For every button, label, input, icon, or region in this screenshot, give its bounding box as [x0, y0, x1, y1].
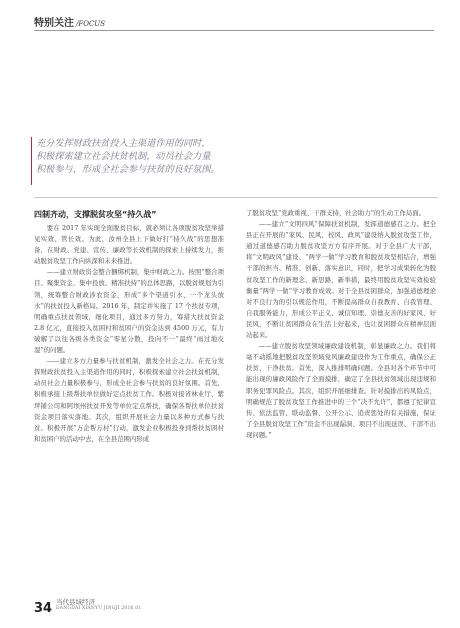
- pull-quote-line: 积极探索建立社会扶贫机制，动员社会力量: [36, 151, 211, 162]
- paragraph: 了脱贫攻坚“党政重视、干群支持、社会助力”的生动工作局面。: [246, 209, 426, 217]
- section-title: 特别关注: [34, 18, 74, 29]
- publication-pinyin: DANGDAI XIANYU JINGJI 2016.01: [56, 606, 142, 611]
- publication-name: 当代县域经济: [56, 598, 95, 606]
- pull-quote: [33, 137, 263, 176]
- paragraph: ——建立“文明四风”保障扶贫机制，发挥道德感召之力。把全县正在开展的“家风、民风、校风、政风”建设纳入脱贫攻坚工作，通过道德感召助力脱贫攻坚方方有序开展。对于全县广大干部，将“文明政风”建设、“两学一做”学习教育和脱贫攻坚相结合，增强干部的担当、精准、创新、落实意识，同时，把学习成果转化为脱贫攻坚工作的新理念、新思路、新举措，最终用脱贫攻坚实效检验衡量“两学一做”学习教育成效。对于全县贫困群众，加强道德理论对不良行为的引以规范作用，不断提高群众自我教育、自我管理、自我服务能力，形成公平正义、诚信知理、崇德友善的好家风、好民风，不断让贫困群众在生活上好起来，也让贫困群众在精神层面站起来。: [246, 220, 436, 340]
- pull-quote-accent-bar: [31, 137, 32, 185]
- header-rule: [34, 30, 434, 31]
- article-column-left: [34, 208, 224, 445]
- article-column-right: [246, 208, 436, 441]
- divider: [34, 197, 438, 198]
- paragraph: ——建立脱贫攻坚领域廉政建设机制，彰显廉政之力。我们将毫不动摇地把脱贫攻坚领域党风廉政建设作为工作重点，确保公正扶贫、干净扶贫。首先，深入推排明确问题。全县对各个环节中可能出现的廉政风险作了全面摸排，确定了全县扶贫领域出现违规和职务犯罪风险点。其次，组织开展细排查。针对摸排出的风险点，明确规范了脱贫攻坚工作推进中的三个“决不允许”，都遵了纪律宣传、依法监管、联动监督、公开公示、追责惩处的有关措施，保证了全县脱贫攻坚工作“资金不出现漏洞、项目不出现延误、干部不出现问题。”: [246, 342, 436, 439]
- article-heading: 四制齐动，支撑脱贫攻坚“持久战”: [34, 210, 157, 219]
- paragraph: 要在 2017 年实现全面脱贫目标，就必须让各项脱贫攻坚举措见实效、管长效。为此，汝州全县上下做好打“持久战”的思想准备，在财政、党建、宣传、廉政等长效机制的探索上持续发力，推动脱贫攻坚工作向纵深和未来推进。: [34, 224, 224, 266]
- pull-quote-line: 积极参与，形成全社会参与扶贫的良好氛围。: [36, 164, 220, 175]
- page-footer: [34, 597, 142, 616]
- section-header: [34, 14, 105, 29]
- page-number: 34: [34, 601, 53, 616]
- paragraph: ——建立多方力量参与扶贫机制，激发全社会之力。在充分发挥财政扶贫投入主渠道作用的同时，积极探索建立社会扶贫机制，动员社会力量积极参与，形成全社会参与扶贫的良好氛围。首先，积极承接上级帮扶单位做好定点扶贫工作。积极对接省林业厅、紫坪铺公司和阿坝州扶贫开发等单位定点帮扶，确保各帮扶单位扶贫资金项目落实落地。其次，组织开展社会力量以多种方式参与扶贫。积极开展“万企帮万村”行动，激发企业积极投身到帮扶贫困村和贫困户的活动中去，在全县范围内形成: [34, 357, 224, 443]
- section-subtitle: /FOCUS: [76, 20, 106, 28]
- paragraph: ——建立财政资金整合捆绑机制，集中财政之力。按照“整合项目、聚集资金、集中投放、精准扶持”的总体思路，以脱贫规划为引领，统筹整合财政涉农资金，形成“多个渠道引水、一个龙头放水”的扶贫投入新格局。2016 年，制定并实施了 17 个扶贫专项，明确重点扶贫领域，细化项目，通过多方努力，筹措大扶贫资金 2.8 亿元，直接投入贫困村和贫困户的资金达到 4500 万元，有力破解了以往各级各类资金“零星分散，投向不一”最终“雨过地皮湿”的问题。: [34, 268, 224, 355]
- pull-quote-line: 充分发挥财政扶贫投入主渠道作用的同时，: [36, 138, 211, 149]
